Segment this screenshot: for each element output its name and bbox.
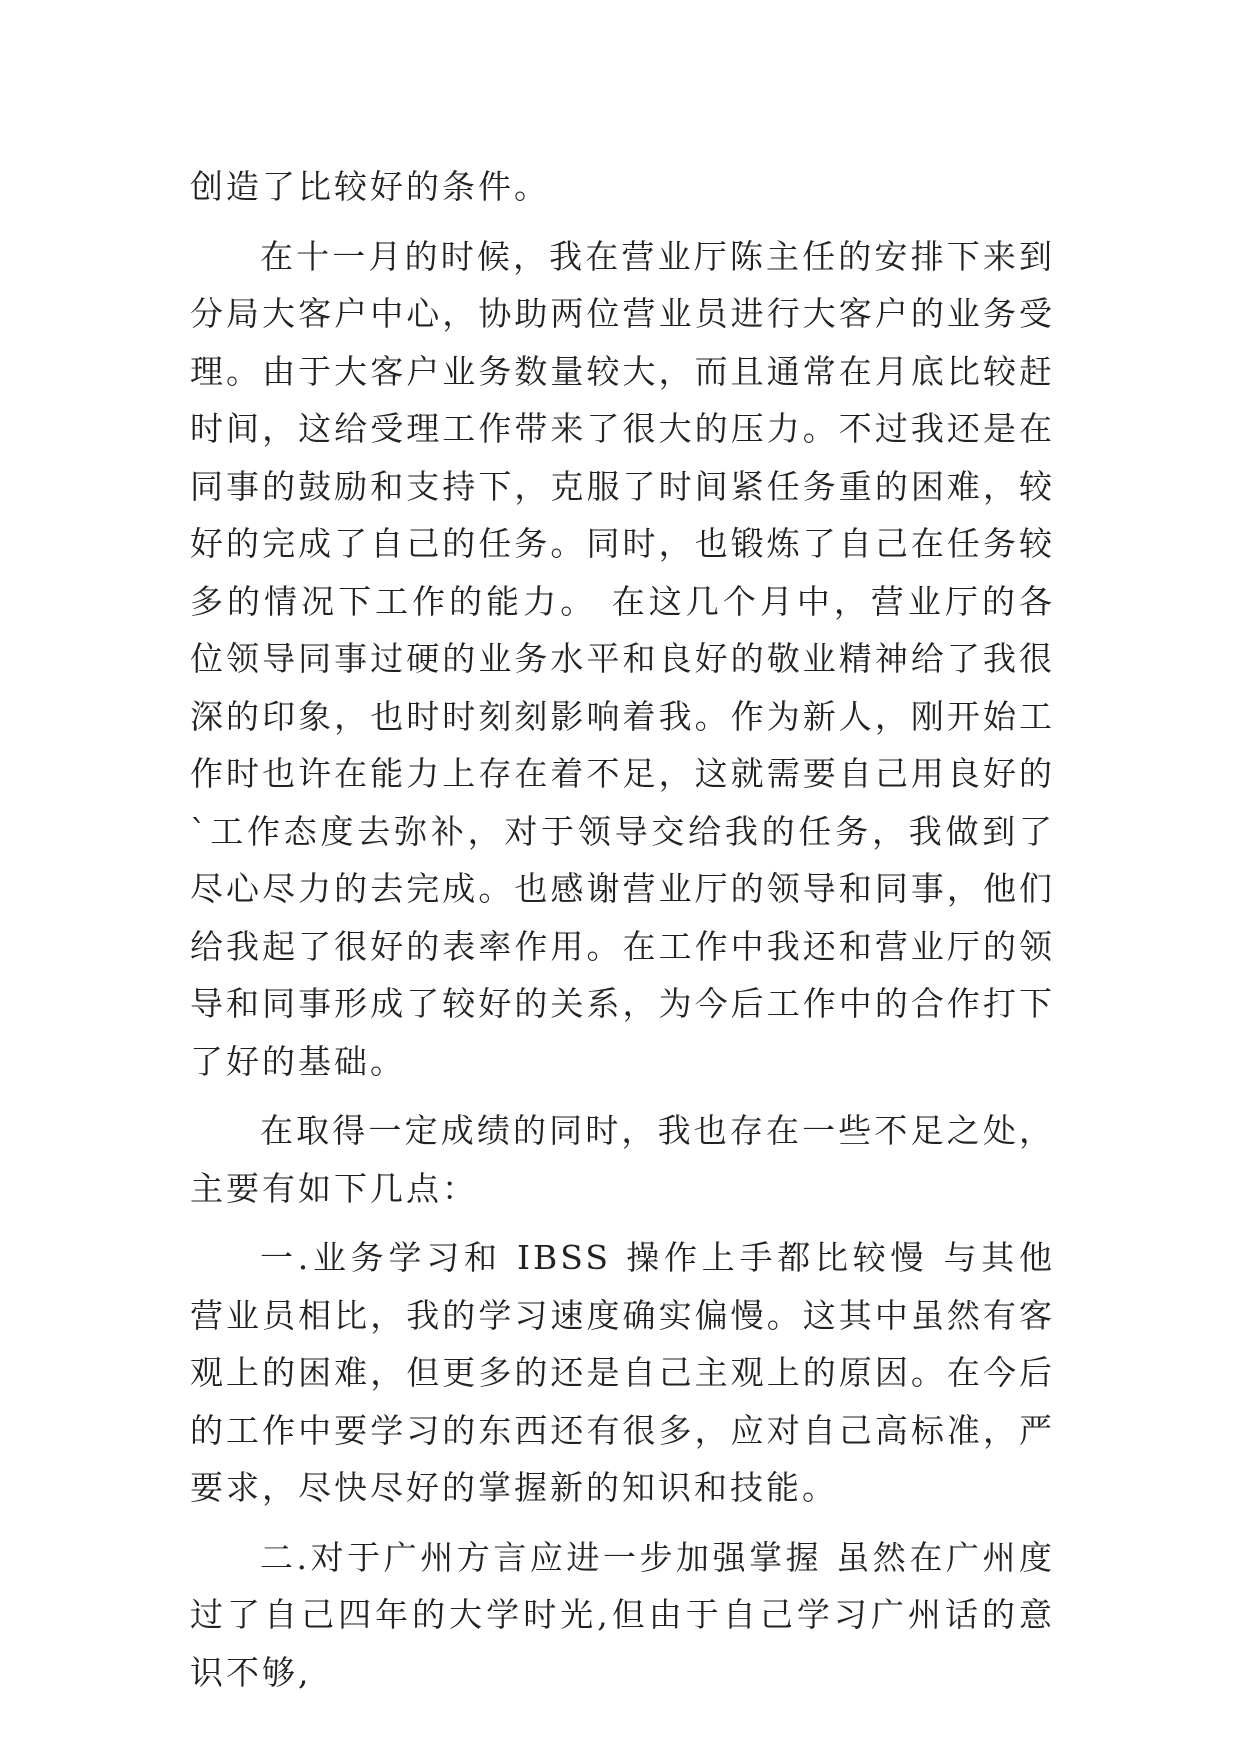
paragraph-point-one: 一.业务学习和 IBSS 操作上手都比较慢 与其他营业员相比，我的学习速度确实偏慢。这其中虽然有客观上的困难，但更多的还是自己主观上的原因。在今后的工作中要学习的东西还有很多，应对自己高标准，严要求，尽快尽好的掌握新的知识和技能。 [190, 1238, 1055, 1507]
paragraph-shortcomings-intro: 在取得一定成绩的同时，我也存在一些不足之处，主要有如下几点： [190, 1111, 1055, 1208]
document-body [190, 158, 1055, 1701]
paragraph-continuation: 创造了比较好的条件。 [190, 167, 550, 206]
paragraph-big-customer-center: 在十一月的时候，我在营业厅陈主任的安排下来到分局大客户中心，协助两位营业员进行大客户的业务受理。由于大客户业务数量较大，而且通常在月底比较赶时间，这给受理工作带来了很大的压力。不过我还是在同事的鼓励和支持下，克服了时间紧任务重的困难，较好的完成了自己的任务。同时，也锻炼了自己在任务较多的情况下工作的能力。 在这几个月中，营业厅的各位领导同事过硬的业务水平和良好的敬业精神给了我很深的印象，也时时刻刻影响着我。作为新人，刚开始工作时也许在能力上存在着不足，这就需要自己用良好的`工作态度去弥补，对于领导交给我的任务，我做到了尽心尽力的去完成。也感谢营业厅的领导和同事，他们给我起了很好的表率作用。在工作中我还和营业厅的领导和同事形成了较好的关系，为今后工作中的合作打下了好的基础。 [190, 236, 1055, 1081]
paragraph-point-two: 二.对于广州方言应进一步加强掌握 虽然在广州度过了自己四年的大学时光,但由于自己学习广州话的意识不够, [190, 1537, 1055, 1692]
